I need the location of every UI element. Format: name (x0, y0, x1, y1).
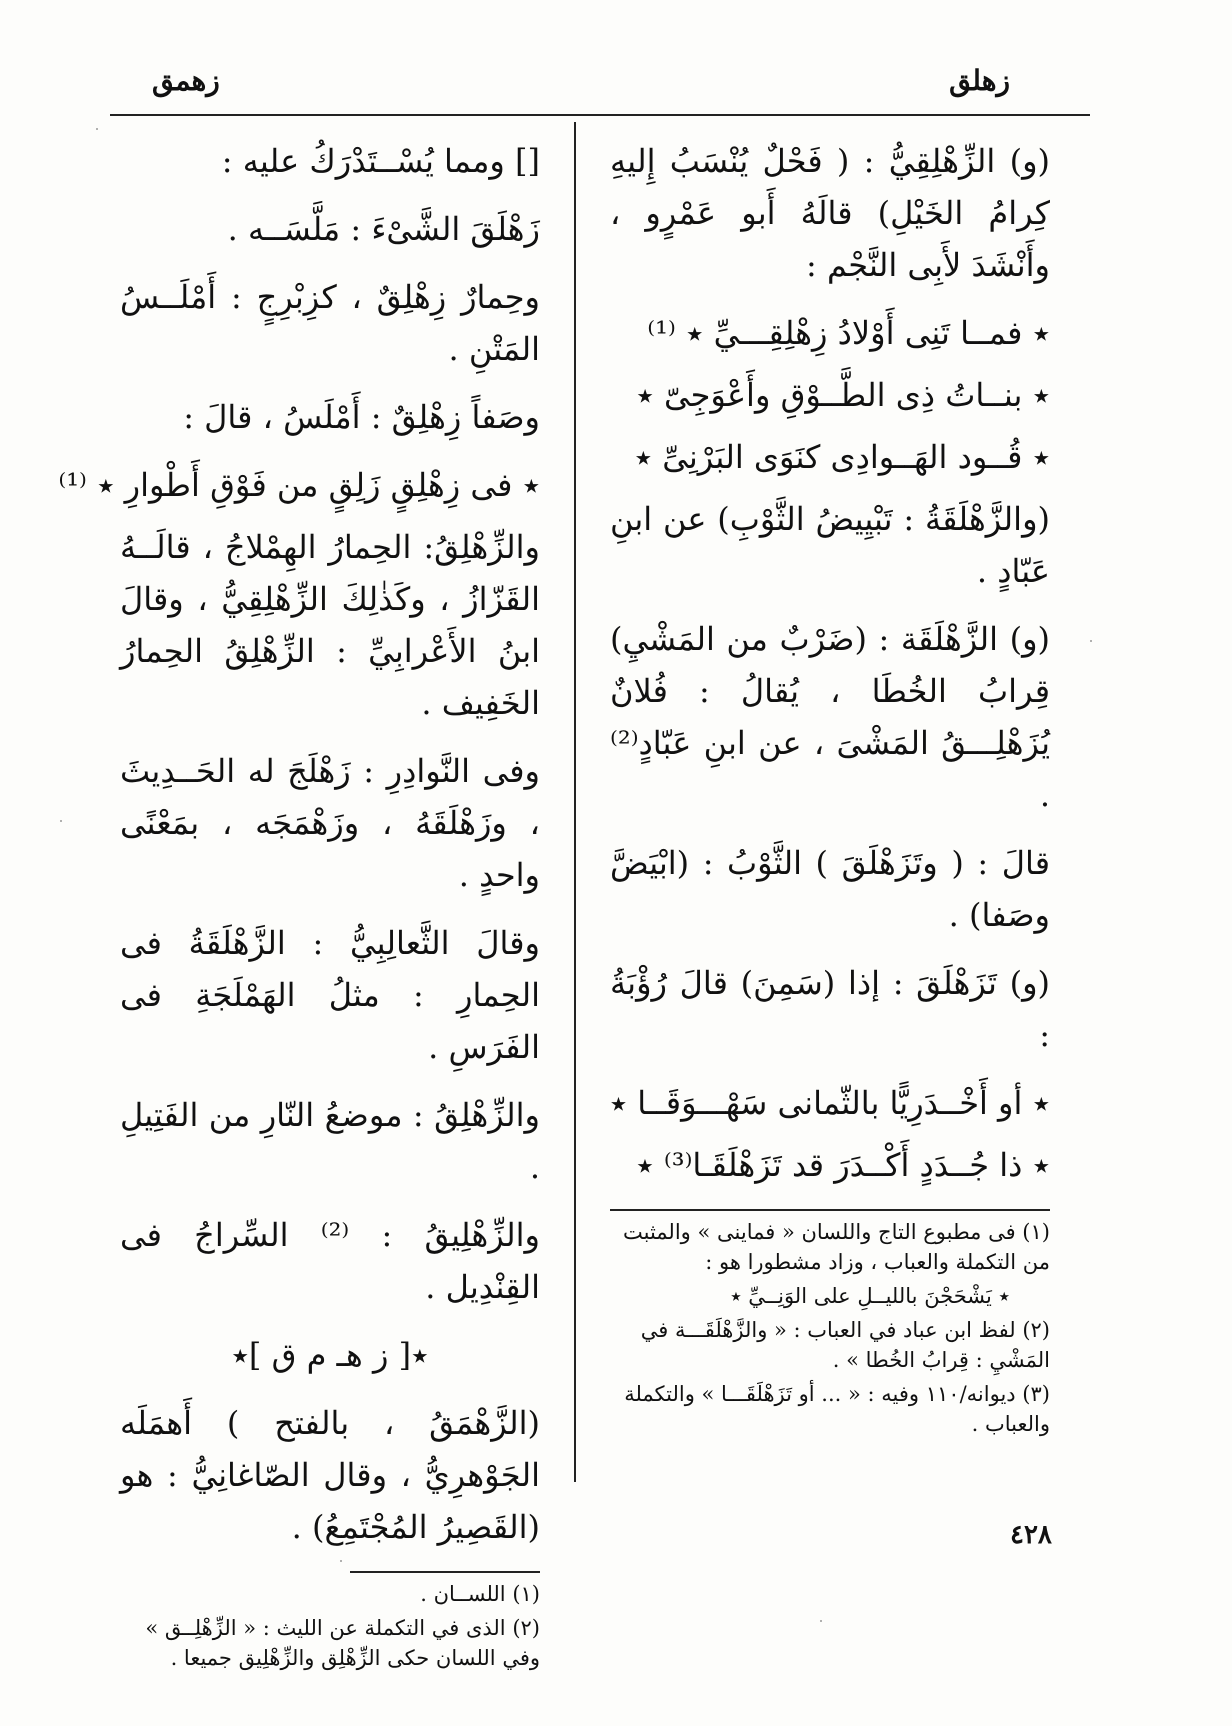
footnote-rule (610, 1209, 1050, 1211)
left-column (58, 135, 540, 1677)
entry-paragraph: والزِّهْلِقُ : موضعُ النّارِ من الفَتِيلِ . (120, 1096, 540, 1186)
footnote: (١) اللســان . (420, 1582, 540, 1606)
entry-paragraph: (الزَّهْمَقُ ، بالفتح ) أَهمَلَه الجَوْهرِيُّ ، وقال الصّاغانِيُّ : هو (القَصِيرُ المُجْتَمِعُ) . (120, 1404, 540, 1546)
entry-heading: ٭[ ز هـ م ق ]٭ (231, 1336, 429, 1374)
footnote: (٢) لفظ ابن عباد في العباب : « والزَّهْلَقَـــة في المَشْيِ : قِرابُ الخُطا » . (640, 1318, 1050, 1372)
entry-paragraph: (و) الزَّهْلَقَة : (ضَرْبٌ من المَشْيِ) قِرابُ الخُطَا ، يُقالُ : فُلانٌ يُزَهْلِـــقُ المَشْىَ ، عن ابنِ عَبّادٍ⁽²⁾ . (610, 620, 1050, 814)
verse-line: ٭ قُــود الهَــوادِى كنَوَى البَرْنِىِّ ٭ (634, 438, 1050, 476)
scan-speck (820, 1620, 822, 1622)
column-divider (574, 122, 576, 1482)
verse-line: ٭ فمــا تَنِى أَوْلادُ زِهْلِقِـــيِّ ٭ ⁽¹⁾ (647, 314, 1050, 352)
page-number: ٤٢٨ (1010, 1520, 1052, 1550)
scan-speck (1090, 640, 1092, 642)
verse-line: ٭ أو أَخْــدَرِيًّا بالثّمانى سَهْـــوَقَــا ٭ (609, 1084, 1050, 1122)
entry-paragraph: (و) تَزَهْلَقَ : إذا (سَمِنَ) قالَ رُؤْبَةُ : (610, 964, 1050, 1054)
entry-paragraph: والزِّهْلِقُ: الحِمارُ الهِمْلاجُ ، قالَــهُ القَزّازُ ، وكَذٰلِكَ الزِّهْلِقِيُّ ، وقالَ ابنُ الأَعْرابِيِّ : الزِّهْلِقُ الحِمارُ الخَفِيف . (120, 528, 540, 722)
entry-paragraph: وحِمارٌ زِهْلِقٌ ، كزِبْرِجٍ : أَمْلَــسُ المَتْنِ . (120, 278, 540, 368)
entry-paragraph: [] ومما يُسْــتَدْرَكُ عليه : (221, 142, 540, 180)
footnote-rule (350, 1571, 540, 1573)
right-column (610, 135, 1050, 1443)
footnote: (٢) الذى في التكملة عن الليث : « الزِّهْلِــق » وفي اللسان حكى الزِّهْلِق والزِّهْلِيق جميعا . (145, 1616, 540, 1670)
entry-paragraph: قالَ : ( وتَزَهْلَقَ ) الثَّوْبُ : (ابْيَضَّ وصَفا) . (610, 844, 1050, 934)
running-header-left: زهمق (152, 64, 220, 97)
verse-line: ٭ ذا جُــدَدٍ أَكْــدَرَ قد تَزَهْلَقَـا⁽³⁾ ٭ (636, 1146, 1050, 1184)
entry-paragraph: زَهْلَقَ الشَّىْءَ : مَلَّسَــه . (227, 210, 540, 248)
verse-line: ٭ فى زِهْلِقٍ زَلِقٍ من فَوْقِ أَطْوارِ ٭ ⁽¹⁾ (58, 466, 540, 504)
entry-paragraph: (و) الزِّهْلِقِيُّ : ( فَحْلٌ يُنْسَبُ إِليهِ كِرامُ الخَيْلِ) قالَهُ أَبو عَمْرٍو ، وأَنْشَدَ لأَبِى النَّجْم : (610, 142, 1050, 284)
header-rule (110, 114, 1090, 116)
entry-paragraph: والزِّهْلِيقُ : ⁽²⁾ السِّراجُ فى القِنْدِيل . (120, 1216, 540, 1306)
verse-line: ٭ بنــاتُ ذِى الطَّــوْقِ وأَعْوَجِىّ ٭ (636, 376, 1050, 414)
footnote: (٣) ديوانه/١١٠ وفيه : « ... أو تَزَهْلَقَـــا » والتكملة والعباب . (624, 1382, 1050, 1436)
entry-paragraph: (والزَّهْلَقَةُ : تَبْيِيضُ الثَّوْبِ) عن ابنِ عَبّادٍ . (610, 500, 1050, 590)
footnote-verse: ٭ يَشْحَجْنَ بالليــلِ على الوَنِــيِّ ٭ (730, 1284, 1010, 1308)
footnote: (١) فى مطبوع التاج واللسان « فماينى » والمثبت من التكملة والعباب ، وزاد مشطورا هو : (623, 1220, 1050, 1274)
entry-paragraph: وصَفاً زِهْلِقٌ : أَمْلَسُ ، قالَ : (183, 398, 540, 436)
entry-paragraph: وقالَ الثَّعالِبِيُّ : الزَّهْلَقَةُ فى الحِمارِ : مثلُ الهَمْلَجَةِ فى الفَرَسِ . (120, 924, 540, 1066)
entry-paragraph: وفى النَّوادِرِ : زَهْلَجَ له الحَــدِيثَ ، وزَهْلَقَهُ ، وزَهْمَجَه ، بمَعْنًى واحدٍ . (120, 752, 540, 894)
scan-speck (96, 128, 98, 130)
scan-speck (60, 820, 62, 822)
scan-speck (340, 1560, 342, 1562)
running-header-right: زهلق (949, 64, 1010, 97)
